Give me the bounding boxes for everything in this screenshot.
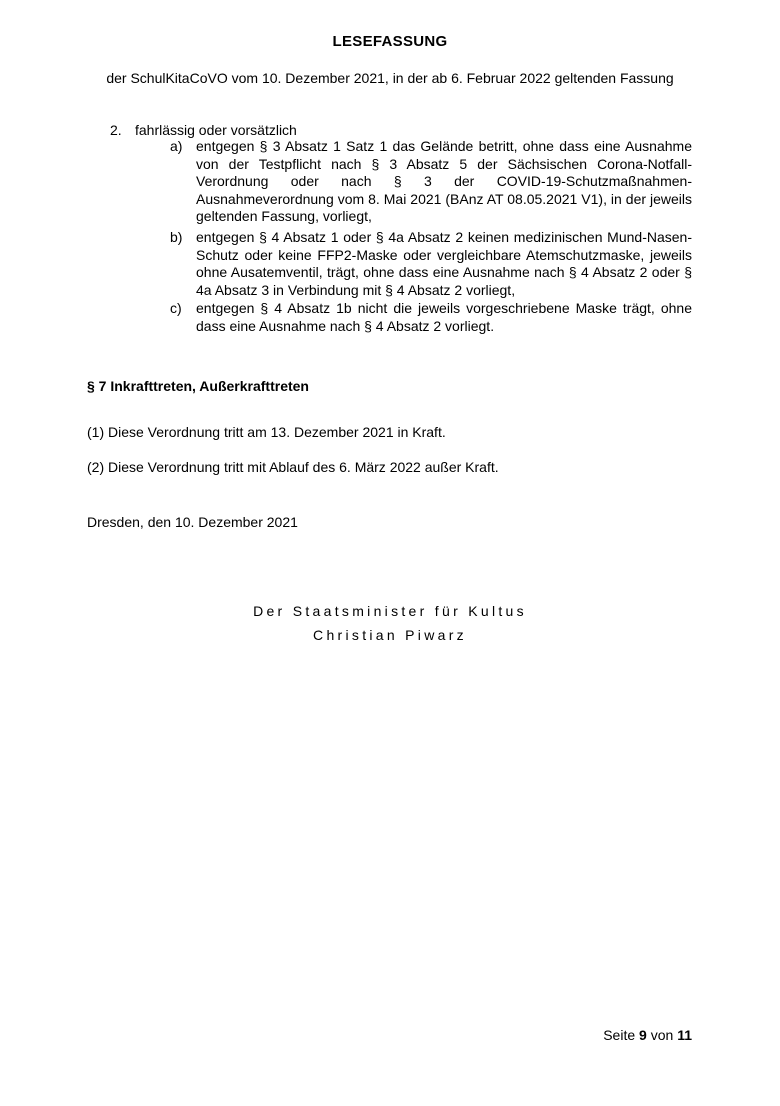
sub-item-text: entgegen § 3 Absatz 1 Satz 1 das Gelände betritt, ohne dass eine Ausnahme von der Testpflicht nach § 3 Absatz 5 der Sächsischen Corona-Notfall-Verordnung oder nach § 3 der COVID-19-Schutzmaßnahmen-Ausnahmeverordnung vom 8. Mai 2021 (BAnz AT 08.05.2021 V1), in der jeweils geltenden Fassung, vorliegt, [196,138,692,225]
signature-name: Christian Piwarz [313,627,467,643]
sub-item-letter: a) [170,138,183,154]
sub-item-letter: b) [170,229,183,245]
section-heading: § 7 Inkrafttreten, Außerkrafttreten [87,378,309,394]
place-date: Dresden, den 10. Dezember 2021 [87,514,298,530]
document-title: LESEFASSUNG [332,33,448,50]
list-item-text: fahrlässig oder vorsätzlich [135,122,297,138]
current-page: 9 [639,1027,647,1043]
document-subtitle: der SchulKitaCoVO vom 10. Dezember 2021, in der ab 6. Februar 2022 geltenden Fassung [106,70,674,86]
page-footer [603,1027,692,1043]
sub-item-a [170,138,692,226]
sub-item-text: entgegen § 4 Absatz 1b nicht die jeweils vorgeschriebene Maske trägt, ohne dass eine Ausnahme nach § 4 Absatz 2 vorliegt. [196,300,692,334]
sub-item-text: entgegen § 4 Absatz 1 oder § 4a Absatz 2 keinen medizinischen Mund-Nasen-Schutz oder keine FFP2-Maske oder vergleichbare Atemschutzmaske, jeweils ohne Ausatemventil, trägt, ohne dass eine Ausnahme nach § 4 Absatz 2 oder § 4a Absatz 3 in Verbindung mit § 4 Absatz 2 vorliegt, [196,229,692,298]
footer-separator: von [650,1027,674,1043]
paragraph-1: (1) Diese Verordnung tritt am 13. Dezember 2021 in Kraft. [87,424,446,440]
paragraph-2: (2) Diese Verordnung tritt mit Ablauf des 6. März 2022 außer Kraft. [87,459,499,475]
list-item [110,121,297,139]
sub-item-b [170,229,692,299]
footer-prefix: Seite [603,1027,636,1043]
total-pages: 11 [677,1027,692,1043]
sub-item-c [170,300,692,335]
list-item-number: 2. [110,122,122,138]
signature-role: Der Staatsminister für Kultus [253,603,527,619]
sub-item-letter: c) [170,300,182,316]
